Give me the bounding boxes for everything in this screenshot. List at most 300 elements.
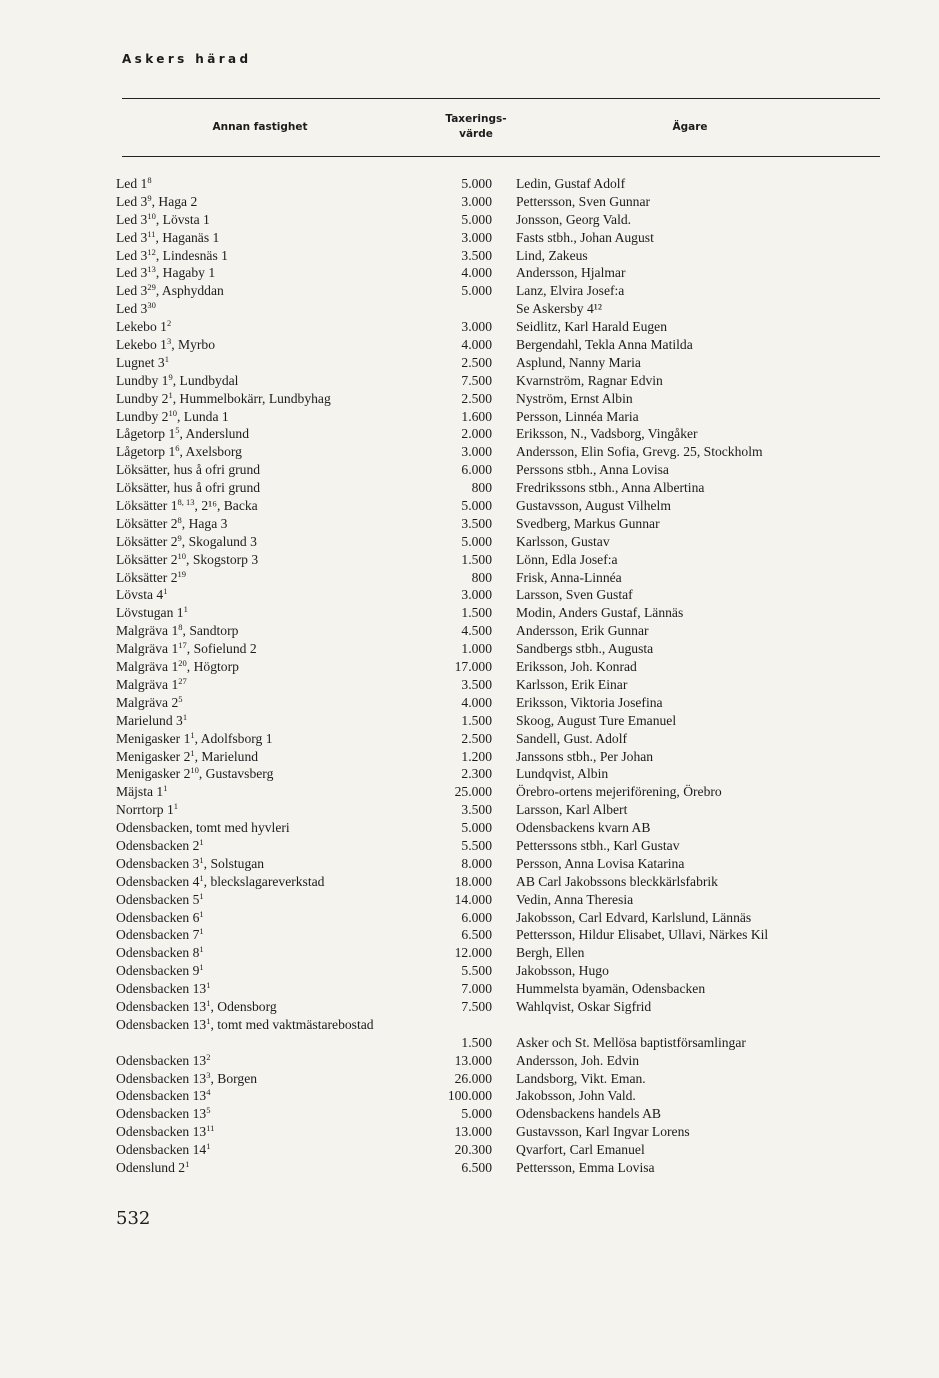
property-name: Odensbacken 13 (116, 1052, 207, 1068)
table-row (116, 998, 866, 1016)
value-cell: 2.500 (461, 730, 492, 746)
property-superscript: 10 (177, 550, 187, 561)
value-cell: 4.000 (461, 337, 492, 353)
value-cell: 7.500 (461, 998, 492, 1014)
property-detail: , Skogalund 3 (181, 533, 257, 549)
property-superscript: 27 (178, 675, 187, 686)
owner-cell: Odensbackens kvarn AB (516, 820, 651, 836)
property-name: Lekebo 1 (116, 319, 167, 335)
property-table (116, 175, 866, 1177)
property-cell (116, 944, 432, 962)
property-name: Odensbacken 3 (116, 855, 200, 871)
value-cell: 5.000 (461, 176, 492, 191)
owner-cell: Perssons stbh., Anna Lovisa (516, 462, 669, 478)
owner-cell: Se Askersby 4¹² (516, 301, 602, 317)
table-row (116, 443, 866, 461)
property-name: Lundby 2 (116, 408, 169, 424)
value-cell: 3.500 (461, 247, 492, 263)
owner-cell: Landsborg, Vikt. Eman. (516, 1070, 646, 1086)
owner-cell: Bergendahl, Tekla Anna Matilda (516, 337, 693, 353)
property-name: Led 3 (116, 247, 148, 263)
property-superscript: 9 (177, 532, 182, 543)
property-cell (116, 586, 432, 604)
property-cell (116, 1159, 432, 1177)
value-cell: 3.000 (461, 444, 492, 460)
table-row (116, 247, 866, 265)
property-cell (116, 1123, 432, 1141)
property-cell (116, 926, 432, 944)
property-superscript: 1 (199, 962, 204, 973)
property-detail: , Gustavsberg (198, 766, 274, 782)
property-name: Malgräva 2 (116, 694, 179, 710)
value-cell: 1.600 (461, 408, 492, 424)
property-name: Odensbacken 7 (116, 927, 200, 943)
table-row (116, 891, 866, 909)
table-row (116, 372, 866, 390)
property-name: Löksätter, hus å ofri grund (116, 462, 261, 478)
table-row (116, 408, 866, 426)
property-detail: , Adolfsborg 1 (194, 730, 273, 746)
property-name: Lundby 2 (116, 390, 169, 406)
property-detail: , Hagaby 1 (155, 265, 216, 281)
property-superscript: 1 (163, 783, 168, 794)
property-superscript: 1 (206, 1015, 211, 1026)
owner-cell: Pettersson, Sven Gunnar (516, 193, 651, 209)
table-row (116, 658, 866, 676)
property-superscript: 10 (190, 765, 199, 776)
property-superscript: 20 (178, 658, 187, 669)
table-row (116, 586, 866, 604)
table-row (116, 926, 866, 944)
property-name: Odensbacken 5 (116, 891, 200, 907)
owner-cell: Andersson, Erik Gunnar (516, 623, 649, 639)
table-row (116, 676, 866, 694)
property-name: Odensbacken 2 (116, 837, 200, 853)
property-superscript: 1 (164, 353, 169, 364)
property-superscript: 8, 13 (177, 497, 195, 508)
value-cell: 4.000 (461, 265, 492, 281)
property-name: Norrtorp 1 (116, 802, 174, 818)
property-cell (116, 873, 432, 891)
table-row (116, 801, 866, 819)
property-superscript: 6 (175, 443, 180, 454)
owner-cell: Pettersson, Hildur Elisabet, Ullavi, Närkes Kil (516, 927, 769, 943)
table-row (116, 354, 866, 372)
property-cell (116, 837, 432, 855)
property-superscript: 2 (166, 318, 172, 329)
table-row (116, 1159, 866, 1177)
property-name: Malgräva 1 (116, 641, 179, 657)
value-cell: 800 (471, 569, 492, 585)
value-cell: 3.000 (461, 587, 492, 603)
owner-cell: Pettersson, Emma Lovisa (516, 1160, 655, 1175)
property-name: Odensbacken 13 (116, 998, 207, 1014)
property-superscript: 13 (147, 264, 156, 275)
owner-cell: Hummelsta byamän, Odensbacken (516, 981, 706, 997)
owner-cell: Jakobsson, Hugo (516, 963, 609, 979)
property-name: Led 3 (116, 229, 148, 245)
property-name: Odensbacken 13 (116, 1016, 207, 1032)
property-cell (116, 247, 432, 265)
owner-cell: Lind, Zakeus (516, 247, 588, 263)
property-name: Menigasker 1 (116, 730, 191, 746)
property-cell (116, 282, 432, 300)
property-cell (116, 318, 432, 336)
property-detail: , Haga 2 (151, 193, 198, 209)
value-cell: 3.000 (461, 319, 492, 335)
header-rule-top (122, 98, 880, 99)
property-superscript: 1 (173, 801, 179, 812)
table-row (116, 1070, 866, 1088)
property-superscript: 1 (163, 586, 168, 597)
value-cell: 3.500 (461, 515, 492, 531)
value-cell: 7.000 (461, 981, 492, 997)
property-name: Mäjsta 1 (116, 784, 164, 800)
table-row (116, 783, 866, 801)
value-cell: 13.000 (454, 1124, 492, 1140)
property-superscript: 3 (206, 1069, 211, 1080)
table-row (116, 425, 866, 443)
value-cell: 4.000 (461, 694, 492, 710)
table-row (116, 264, 866, 282)
property-cell (116, 891, 432, 909)
property-superscript: 5 (206, 1105, 211, 1116)
table-row (116, 175, 866, 193)
value-cell: 7.500 (461, 372, 492, 388)
table-row (116, 1123, 866, 1141)
value-cell: 1.500 (461, 605, 492, 621)
table-row (116, 837, 866, 855)
owner-cell: Örebro-ortens mejeriförening, Örebro (516, 784, 722, 800)
property-name: Lövsta 4 (116, 587, 164, 603)
value-cell: 6.500 (461, 1160, 492, 1175)
property-cell (116, 229, 432, 247)
owner-cell: Modin, Anders Gustaf, Lännäs (516, 605, 684, 621)
table-row (116, 944, 866, 962)
property-cell (116, 479, 432, 497)
owner-cell: Bergh, Ellen (516, 945, 585, 961)
property-superscript: 1 (199, 854, 204, 865)
value-cell: 5.000 (461, 211, 492, 227)
owner-cell: Gustavsson, Karl Ingvar Lorens (516, 1124, 690, 1140)
property-cell (116, 443, 432, 461)
table-row (116, 604, 866, 622)
table-row (116, 551, 866, 569)
property-superscript: 19 (177, 568, 187, 579)
owner-cell: Ledin, Gustaf Adolf (516, 176, 626, 191)
property-cell (116, 1070, 432, 1088)
owner-cell: Karlsson, Erik Einar (516, 676, 628, 692)
property-superscript: 1 (199, 872, 204, 883)
owner-cell: Asplund, Nanny Maria (516, 354, 641, 370)
property-name: Lågetorp 1 (116, 426, 176, 442)
owner-cell: Jonsson, Georg Vald. (516, 211, 632, 227)
property-name: Löksätter 2 (116, 551, 178, 567)
property-detail: , Asphyddan (155, 283, 224, 299)
owner-cell: Karlsson, Gustav (516, 533, 610, 549)
property-superscript: 4 (206, 1087, 211, 1098)
property-name: Menigasker 2 (116, 766, 191, 782)
owner-cell: Andersson, Elin Sofia, Grevg. 25, Stockholm (516, 444, 763, 460)
property-name: Led 3 (116, 301, 148, 317)
column-header-owner: Ägare (672, 121, 708, 133)
value-cell: 6.500 (461, 927, 492, 943)
property-cell (116, 372, 432, 390)
value-cell: 4.500 (461, 623, 492, 639)
table-row (116, 980, 866, 998)
property-name: Menigasker 2 (116, 748, 191, 764)
table-row (116, 1141, 866, 1159)
table-row (116, 336, 866, 354)
property-superscript: 29 (147, 282, 156, 293)
property-cell (116, 551, 432, 569)
table-row (116, 211, 866, 229)
property-name: Odensbacken 8 (116, 945, 200, 961)
property-detail: , Lundbydal (172, 372, 239, 388)
property-name: Löksätter 2 (116, 569, 178, 585)
property-detail: , Skogstorp 3 (186, 551, 259, 567)
value-cell: 3.500 (461, 676, 492, 692)
property-superscript: 9 (168, 371, 173, 382)
property-detail: , Anderslund (179, 426, 249, 442)
property-name: Lövstugan 1 (116, 605, 184, 621)
property-superscript: 2 (206, 1051, 211, 1062)
table-row (116, 282, 866, 300)
table-row (116, 1052, 866, 1070)
property-superscript: 1 (206, 980, 211, 991)
value-cell: 14.000 (454, 891, 492, 907)
table-row (116, 730, 866, 748)
property-cell (116, 175, 432, 193)
property-cell (116, 193, 432, 211)
owner-cell: Jakobsson, Carl Edvard, Karlslund, Lännäs (516, 909, 752, 925)
property-cell (116, 622, 432, 640)
property-name: Odensbacken, tomt med hyvleri (116, 820, 290, 836)
property-cell (116, 497, 432, 515)
property-cell (116, 1087, 432, 1105)
property-superscript: 1 (199, 890, 204, 901)
table-row (116, 765, 866, 783)
property-name: Malgräva 1 (116, 659, 179, 675)
owner-cell: Seidlitz, Karl Harald Eugen (516, 319, 667, 335)
owner-cell: Eriksson, Joh. Konrad (516, 659, 637, 675)
property-superscript: 8 (177, 514, 182, 525)
owner-cell: Qvarfort, Carl Emanuel (516, 1142, 645, 1158)
property-name: Löksätter 2 (116, 515, 178, 531)
property-cell (116, 748, 432, 766)
value-cell: 5.000 (461, 820, 492, 836)
value-cell: 5.000 (461, 498, 492, 514)
property-detail: , Lindesnäs 1 (155, 247, 228, 263)
table-row (116, 515, 866, 533)
table-row (116, 569, 866, 587)
table-row (116, 1105, 866, 1123)
table-row (116, 461, 866, 479)
column-header-value (430, 112, 522, 142)
property-detail: , tomt med vaktmästarebostad (210, 1016, 374, 1032)
property-cell (116, 354, 432, 372)
table-row (116, 479, 866, 497)
value-cell: 5.500 (461, 963, 492, 979)
property-detail: , Myrbo (171, 337, 216, 353)
owner-cell: Persson, Anna Lovisa Katarina (516, 855, 685, 871)
owner-cell: Skoog, August Ture Emanuel (516, 712, 677, 728)
value-cell: 13.000 (454, 1052, 492, 1068)
owner-cell: Sandbergs stbh., Augusta (516, 641, 654, 657)
owner-cell: Jakobsson, John Vald. (516, 1088, 636, 1104)
table-row (116, 229, 866, 247)
property-name: Malgräva 1 (116, 676, 179, 692)
property-cell (116, 676, 432, 694)
property-cell (116, 783, 432, 801)
value-cell: 12.000 (454, 945, 492, 961)
property-detail: , Axelsborg (179, 444, 242, 460)
property-superscript: 1 (206, 1141, 211, 1152)
property-detail: , 2¹⁶, Backa (194, 498, 258, 514)
value-cell: 2.000 (461, 426, 492, 442)
table-row (116, 300, 866, 318)
property-name: Lugnet 3 (116, 354, 165, 370)
property-detail: , Marielund (194, 748, 259, 764)
property-superscript: 1 (199, 908, 204, 919)
value-cell: 3.000 (461, 229, 492, 245)
property-detail: , Hummelbokärr, Lundbyhag (172, 390, 331, 406)
property-cell (116, 658, 432, 676)
property-cell (116, 336, 432, 354)
owner-cell: Sandell, Gust. Adolf (516, 730, 628, 746)
property-cell (116, 801, 432, 819)
property-cell (116, 1052, 432, 1070)
property-cell (116, 962, 432, 980)
value-cell: 2.500 (461, 390, 492, 406)
owner-cell: Lundqvist, Albin (516, 766, 609, 782)
table-row (116, 819, 866, 837)
value-cell: 3.500 (461, 802, 492, 818)
owner-cell: Persson, Linnéa Maria (516, 408, 639, 424)
property-cell (116, 461, 432, 479)
property-name: Odensbacken 6 (116, 909, 200, 925)
property-cell (116, 533, 432, 551)
owner-cell: Fasts stbh., Johan August (516, 229, 654, 245)
table-row (116, 1087, 866, 1105)
property-detail: , Lövsta 1 (155, 211, 210, 227)
table-row (116, 909, 866, 927)
property-superscript: 1 (168, 389, 173, 400)
property-cell (116, 1105, 432, 1123)
table-row (116, 497, 866, 515)
value-cell: 17.000 (454, 659, 492, 675)
value-cell: 5.000 (461, 533, 492, 549)
owner-cell: Andersson, Joh. Edvin (516, 1052, 640, 1068)
property-superscript: 10 (147, 210, 156, 221)
owner-cell: Svedberg, Markus Gunnar (516, 515, 660, 531)
owner-cell: Larsson, Sven Gustaf (516, 587, 633, 603)
owner-cell: Eriksson, N., Vadsborg, Vingåker (516, 426, 698, 442)
property-superscript: 1 (206, 997, 211, 1008)
column-header-value-line1: Taxerings- (445, 113, 507, 125)
property-cell (116, 730, 432, 748)
owner-cell: Wahlqvist, Oskar Sigfrid (516, 998, 652, 1014)
table-row (116, 390, 866, 408)
property-superscript: 1 (183, 604, 188, 615)
owner-cell: Eriksson, Viktoria Josefina (516, 694, 663, 710)
property-cell (116, 300, 432, 318)
property-cell (116, 390, 432, 408)
value-cell: 2.500 (461, 354, 492, 370)
property-detail: , Borgen (210, 1070, 258, 1086)
owner-cell: Andersson, Hjalmar (516, 265, 626, 281)
owner-cell: Gustavsson, August Vilhelm (516, 498, 671, 514)
property-cell (116, 998, 432, 1016)
property-name: Odensbacken 4 (116, 873, 200, 889)
property-detail: , Högtorp (186, 659, 239, 675)
property-cell (116, 819, 432, 837)
value-cell: 2.300 (461, 766, 492, 782)
property-name: Led 3 (116, 283, 148, 299)
property-detail: , bleckslagareverkstad (203, 873, 325, 889)
owner-cell: Lönn, Edla Josef:a (516, 551, 618, 567)
property-name: Löksätter 2 (116, 533, 178, 549)
property-name: Marielund 3 (116, 712, 183, 728)
property-detail: , Solstugan (203, 855, 265, 871)
property-name: Led 3 (116, 193, 148, 209)
value-cell: 6.000 (461, 462, 492, 478)
property-name: Odenslund 2 (116, 1160, 186, 1175)
owner-cell: Frisk, Anna-Linnéa (516, 569, 622, 585)
property-detail: , Sandtorp (182, 623, 239, 639)
owner-cell: Janssons stbh., Per Johan (516, 748, 654, 764)
property-cell (116, 1141, 432, 1159)
owner-cell: Vedin, Anna Theresia (516, 891, 634, 907)
property-cell (116, 712, 432, 730)
value-cell: 3.000 (461, 193, 492, 209)
table-row (116, 694, 866, 712)
property-superscript: 9 (147, 192, 152, 203)
property-superscript: 1 (199, 926, 204, 937)
property-name: Odensbacken 13 (116, 1106, 207, 1122)
property-superscript: 1 (199, 944, 204, 955)
value-cell: 26.000 (454, 1070, 492, 1086)
property-detail: , Sofielund 2 (186, 641, 257, 657)
page-number: 532 (116, 1208, 151, 1229)
property-superscript: 3 (166, 336, 172, 347)
column-header-property: Annan fastighet (212, 121, 308, 133)
value-cell: 18.000 (454, 873, 492, 889)
value-cell: 100.000 (447, 1088, 492, 1104)
value-cell: 1.500 (461, 1034, 492, 1050)
property-superscript: 1 (190, 729, 195, 740)
property-name: Odensbacken 13 (116, 1070, 207, 1086)
property-name: Led 3 (116, 211, 148, 227)
table-row (116, 318, 866, 336)
property-detail: , Odensborg (210, 998, 277, 1014)
table-row (116, 193, 866, 211)
property-name: Lundby 1 (116, 372, 169, 388)
property-cell (116, 765, 432, 783)
property-name: Malgräva 1 (116, 623, 179, 639)
property-superscript: 1 (190, 747, 195, 758)
value-cell (432, 300, 492, 318)
table-row (116, 1016, 866, 1052)
column-header-value-line2: värde (459, 128, 493, 140)
header-rule-bottom (122, 156, 880, 157)
property-cell (116, 264, 432, 282)
value-cell: 6.000 (461, 909, 492, 925)
owner-cell: Petterssons stbh., Karl Gustav (516, 837, 680, 853)
property-name: Odensbacken 9 (116, 963, 200, 979)
property-detail: , Haga 3 (181, 515, 228, 531)
table-row (116, 962, 866, 980)
